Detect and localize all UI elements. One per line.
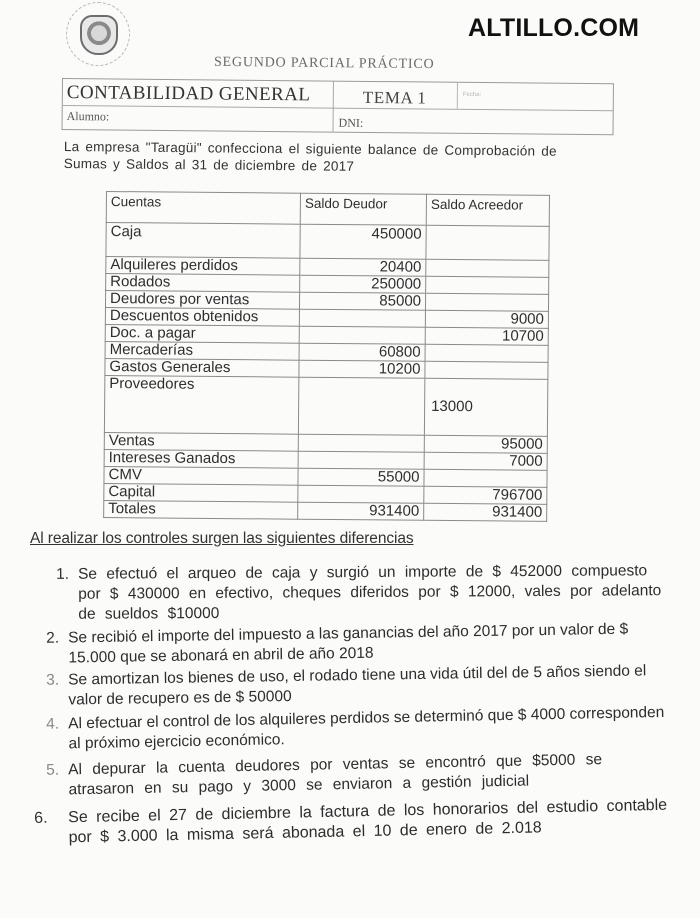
list-item xyxy=(34,661,675,711)
deudor-cell xyxy=(299,326,425,344)
column-header: Saldo Deudor xyxy=(300,193,426,225)
seal-crest-icon xyxy=(80,15,118,55)
cuenta-cell: Gastos Generales xyxy=(105,358,299,377)
controls-list xyxy=(34,562,674,851)
deudor-cell xyxy=(298,451,424,469)
item-number: 1. xyxy=(56,565,70,583)
acreedor-cell xyxy=(426,259,549,277)
item-number: 6. xyxy=(34,809,48,827)
deudor-cell: 85000 xyxy=(299,292,425,310)
dni-label: DNI: xyxy=(338,115,364,130)
deudor-cell xyxy=(299,309,425,327)
acreedor-cell: 796700 xyxy=(424,486,547,504)
tema-label: TEMA 1 xyxy=(362,87,427,108)
deudor-cell: 20400 xyxy=(300,258,426,276)
acreedor-cell xyxy=(425,344,548,362)
cuenta-cell: Alquileres perdidos xyxy=(106,257,300,276)
item-number: 3. xyxy=(46,671,60,689)
item-text: Al efectuar el control de los alquileres perdidos se determinó que $ 4000 corresponden al próximo ejercicio económico. xyxy=(68,703,665,753)
item-text: Se recibe el 27 de diciembre la factura de los honorarios del estudio contable por $ 3.000 la misma será abonada el 10 de enero de 2.018 xyxy=(68,796,668,847)
cuenta-cell: Capital xyxy=(104,483,298,502)
acreedor-cell: 9000 xyxy=(425,310,548,328)
cuenta-cell: Mercaderías xyxy=(105,341,299,360)
item-text: Al depurar la cuenta deudores por ventas se encontró que $5000 se atrasaron en su pago y 3000 se enviaron a gestión judicial xyxy=(68,751,603,799)
acreedor-cell xyxy=(425,293,548,311)
list-item xyxy=(34,749,675,801)
acreedor-cell: 10700 xyxy=(425,327,548,345)
cuenta-cell: Rodados xyxy=(106,274,300,293)
fecha-label: Fecha: xyxy=(462,91,482,99)
deudor-cell: 55000 xyxy=(298,468,424,486)
list-item xyxy=(44,561,674,625)
table-row xyxy=(106,223,549,261)
alumno-label: Alumno: xyxy=(66,109,110,124)
item-number: 4. xyxy=(46,715,60,733)
item-text: Se amortizan los bienes de uso, el rodado tiene una vida útil del de 5 años siendo el valor de recupero es de $ 50000 xyxy=(68,662,647,709)
table-header-row xyxy=(106,192,549,227)
cuenta-cell: Ventas xyxy=(104,432,298,451)
deudor-cell: 450000 xyxy=(300,224,426,259)
subject-title: CONTABILIDAD GENERAL xyxy=(66,82,311,106)
controls-heading: Al realizar los controles surgen las siguientes diferencias xyxy=(30,530,414,547)
acreedor-cell xyxy=(426,276,549,294)
acreedor-total: 931400 xyxy=(424,503,547,521)
deudor-total: 931400 xyxy=(298,502,424,520)
watermark: ALTILLO.COM xyxy=(468,14,640,42)
totals-row xyxy=(104,500,547,521)
cuenta-cell: Deudores por ventas xyxy=(105,291,299,310)
deudor-cell xyxy=(298,434,424,452)
cuenta-cell: Totales xyxy=(104,500,298,519)
deudor-cell: 60800 xyxy=(299,343,425,361)
acreedor-cell xyxy=(426,225,549,260)
acreedor-cell: 13000 xyxy=(424,378,547,436)
deudor-cell: 10200 xyxy=(299,360,425,378)
deudor-cell: 250000 xyxy=(300,275,426,293)
university-seal-icon xyxy=(66,2,130,66)
list-item xyxy=(34,703,675,755)
intro-paragraph: La empresa "Taragüi" confecciona el siguiente balance de Comprobación de Sumas y Saldos al 31 de diciembre de 2017 xyxy=(63,138,557,174)
deudor-cell xyxy=(298,485,424,503)
list-item xyxy=(34,796,675,849)
item-number: 5. xyxy=(46,761,60,779)
item-text: Se efectuó el arqueo de caja y surgió un importe de $ 452000 compuesto por $ 430000 en efectivo, cheques diferidos por $ 12000, vales por adelanto de sueldos $10000 xyxy=(78,562,662,623)
cuenta-cell: CMV xyxy=(104,466,298,485)
cuenta-cell: Proveedores xyxy=(104,375,298,434)
header-box xyxy=(62,78,614,135)
column-header: Cuentas xyxy=(106,192,300,225)
acreedor-cell: 7000 xyxy=(424,452,547,470)
acreedor-cell: 95000 xyxy=(424,435,547,453)
acreedor-cell xyxy=(424,469,547,487)
item-number: 2. xyxy=(46,629,60,647)
balance-table xyxy=(103,191,550,522)
exam-title: SEGUNDO PARCIAL PRÁCTICO xyxy=(213,54,435,73)
item-text: Se recibió el importe del impuesto a las ganancias del año 2017 por un valor de $ 15.000 que se abonará en abril de año 2018 xyxy=(68,620,629,667)
column-header: Saldo Acreedor xyxy=(426,194,549,226)
cuenta-cell: Descuentos obtenidos xyxy=(105,307,299,326)
deudor-cell xyxy=(298,377,424,435)
acreedor-cell xyxy=(425,361,548,379)
cuenta-cell: Caja xyxy=(106,223,300,259)
cuenta-cell: Intereses Ganados xyxy=(104,449,298,468)
table-row xyxy=(104,375,547,436)
cuenta-cell: Doc. a pagar xyxy=(105,324,299,343)
